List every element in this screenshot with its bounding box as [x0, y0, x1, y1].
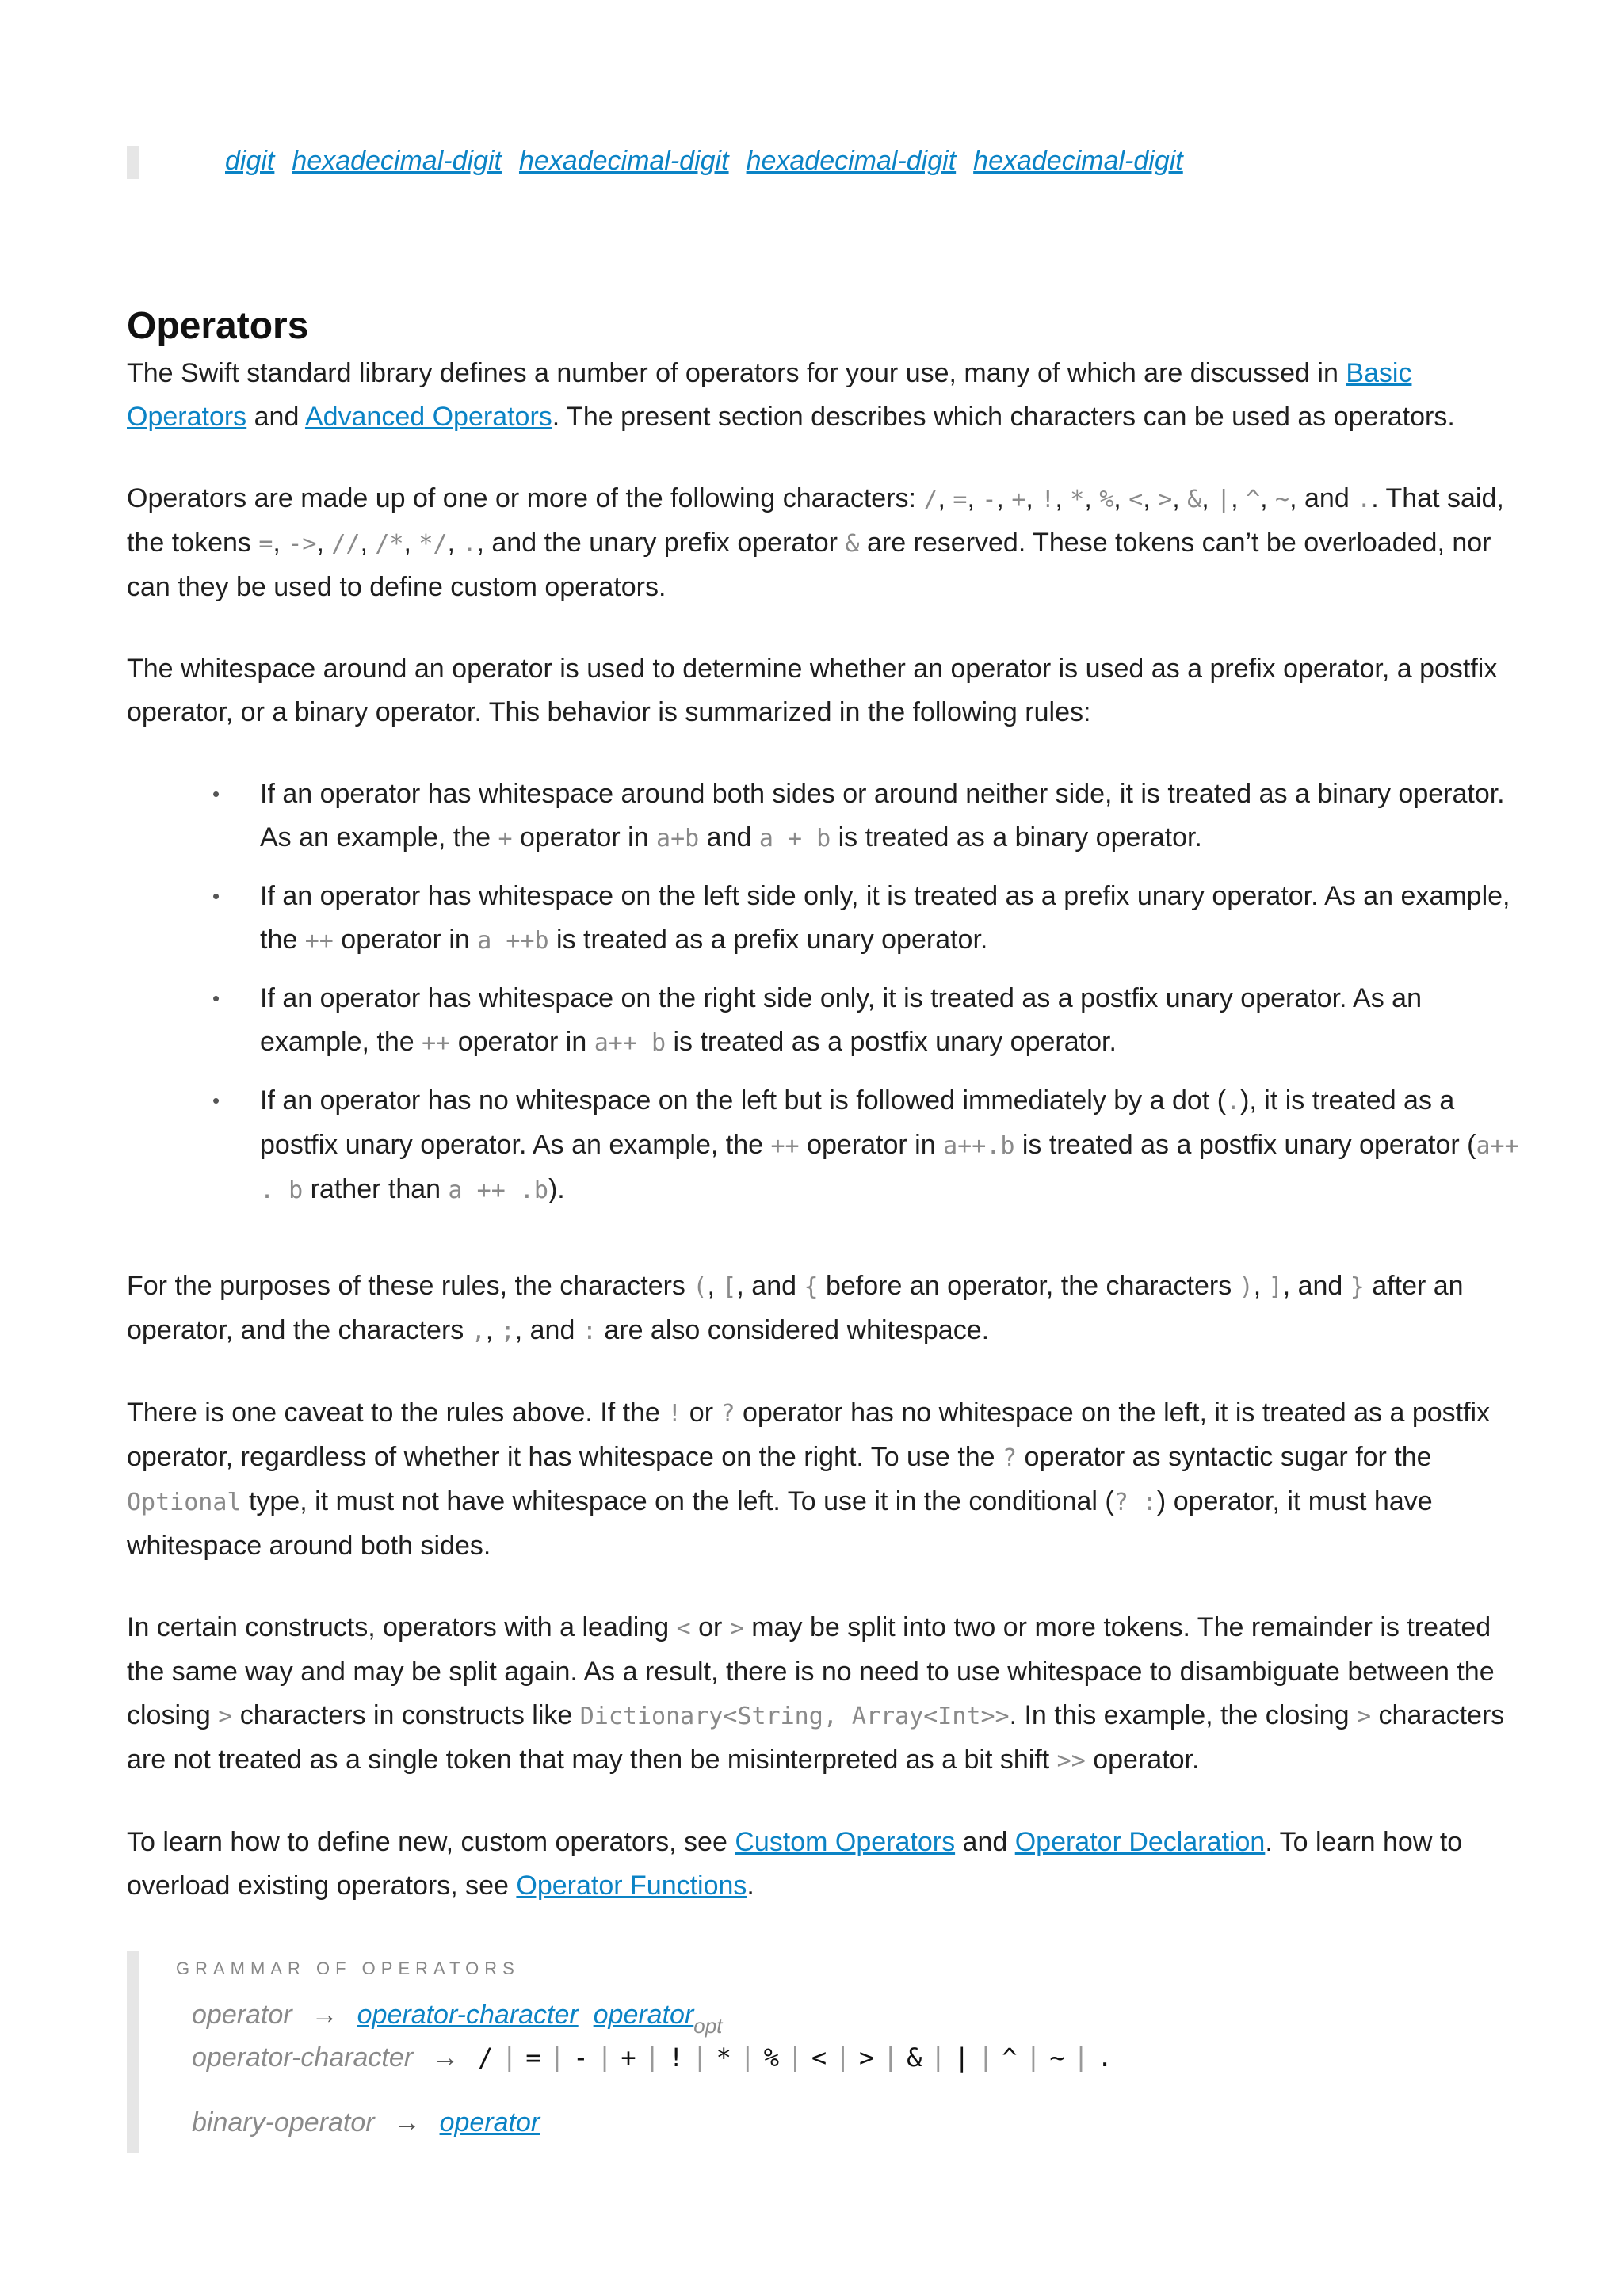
code: ;: [500, 1318, 515, 1345]
link-operator-character[interactable]: operator-character: [357, 2000, 579, 2030]
list-item: • If an operator has whitespace on the left side only, it is treated as a prefix unary operator. As an example, the ++ operator in a ++b is treated as a prefix unary operator.: [212, 875, 1522, 963]
grammar-of-operators: [127, 1951, 1522, 2153]
code: a + b: [758, 825, 831, 852]
code: >: [218, 1703, 233, 1730]
code: Dictionary<String, Array<Int>>: [579, 1703, 1010, 1730]
text: and: [246, 402, 305, 432]
bullet: •: [212, 782, 220, 806]
text: The Swift standard library defines a number of operators for your use, many of which are discussed in: [127, 358, 1346, 388]
operator-character: ~: [1049, 2042, 1065, 2073]
code: >>: [1056, 1747, 1086, 1775]
grammar-separator: |: [506, 2042, 514, 2073]
link-operator-declaration[interactable]: Operator Declaration: [1014, 1827, 1266, 1857]
grammar-fragment-bar: [127, 146, 139, 179]
code: %: [1099, 486, 1114, 513]
text: Operators are made up of one or more of the following characters:: [127, 483, 924, 513]
code: ~: [1275, 486, 1290, 513]
grammar-row-operator: [192, 1997, 723, 2038]
grammar-separator: |: [648, 2042, 656, 2073]
operator-character: =: [525, 2042, 541, 2073]
code: -: [982, 486, 997, 513]
code: >: [1357, 1703, 1372, 1730]
link-operator-functions[interactable]: Operator Functions: [516, 1871, 747, 1901]
code: .: [462, 530, 477, 558]
link-advanced-operators[interactable]: Advanced Operators: [304, 402, 552, 432]
code: a++ . b: [260, 1132, 1519, 1204]
code: ^: [1246, 486, 1261, 513]
operator-character: >: [858, 2042, 875, 2073]
list-item: • If an operator has no whitespace on the left but is followed immediately by a dot (.), it is treated as a postfix unary operator. As an example, the ++ operator in a++.b is treated as a postfix unary operator (a++ . b rather than a ++ .b).: [212, 1079, 1522, 1212]
grammar-lhs: binary-operator: [192, 2107, 375, 2138]
operator-character: &: [907, 2042, 922, 2073]
operator-character: <: [811, 2042, 827, 2073]
code: a ++b: [477, 927, 549, 955]
text: . The present section describes which characters can be used as operators.: [552, 402, 1455, 432]
code: Optional: [127, 1489, 242, 1516]
grammar-separator: |: [696, 2042, 704, 2073]
code: *: [1070, 486, 1085, 513]
grammar-separator: |: [1077, 2042, 1085, 2073]
code: //: [331, 530, 361, 558]
grammar-fragment-items: [225, 143, 1201, 179]
code: +: [1011, 486, 1026, 513]
link-operator[interactable]: operator: [593, 2000, 694, 2030]
code: /*: [375, 530, 404, 558]
link-operator[interactable]: operator: [439, 2107, 540, 2138]
code: =: [258, 530, 273, 558]
link-hexadecimal-digit[interactable]: hexadecimal-digit: [973, 146, 1183, 176]
grammar-row-binary-operator: [192, 2104, 540, 2141]
paragraph-whitespace: The whitespace around an operator is used to determine whether an operator is used as a prefix operator, a postfix operator, or a binary operator. This behavior is summarized in the following rules:: [127, 654, 1498, 727]
grammar-separator: |: [887, 2042, 895, 2073]
code: ,: [471, 1318, 486, 1345]
code: ?: [1002, 1444, 1018, 1472]
operator-character: |: [954, 2042, 970, 2073]
list-item: • If an operator has whitespace around both sides or around neither side, it is treated as a binary operator. As an example, the + operator in a+b and a + b is treated as a binary operator.: [212, 772, 1522, 860]
code: ? :: [1113, 1489, 1157, 1516]
link-digit[interactable]: digit: [225, 146, 275, 176]
bullet: •: [212, 986, 220, 1010]
code: <: [676, 1615, 691, 1642]
operator-character: ^: [1002, 2042, 1018, 2073]
grammar-row-operator-character: [192, 2039, 1113, 2076]
code: >: [729, 1615, 744, 1642]
grammar-bar: [127, 1951, 139, 2153]
code: >: [1158, 486, 1173, 513]
operator-character: *: [716, 2042, 731, 2073]
grammar-lhs: operator-character: [192, 2042, 414, 2073]
grammar-separator: |: [792, 2042, 799, 2073]
code: .: [1357, 486, 1372, 513]
grammar-separator: |: [934, 2042, 942, 2073]
code: ]: [1268, 1273, 1283, 1301]
bullet: •: [212, 884, 220, 908]
code: =: [953, 486, 968, 513]
paragraph-learn-more: To learn how to define new, custom operators, see Custom Operators and Operator Declaration. To learn how to overload existing operators, see Operator Functions.: [127, 1827, 1463, 1901]
rules-list: [127, 772, 1522, 1212]
arrow-icon: →: [432, 2042, 460, 2073]
code: a+b: [656, 825, 700, 852]
operator-character-list: [478, 2042, 1113, 2073]
grammar-separator: |: [982, 2042, 990, 2073]
code: :: [582, 1318, 597, 1345]
code: &: [845, 530, 860, 558]
paragraph-whitespace-characters: For the purposes of these rules, the characters (, [, and { before an operator, the characters ), ], and } after an operator, and the characters ,, ;, and : are also considered whitespace.: [127, 1271, 1464, 1345]
paragraph-intro: [127, 352, 1522, 439]
code: +: [498, 825, 513, 852]
operator-character: +: [621, 2042, 636, 2073]
operator-character: .: [1097, 2042, 1113, 2073]
grammar-separator: |: [601, 2042, 609, 2073]
link-basic-operators[interactable]: Basic Operators: [127, 358, 1412, 432]
code: ++: [304, 927, 334, 955]
paragraph-split-tokens: In certain constructs, operators with a leading < or > may be split into two or more tokens. The remainder is treated the same way and may be split again. As a result, there is no need to use whitespace to disambiguate between the closing > characters in constructs like Dictionary<String, Array<Int>>. In this example, the closing > characters are not treated as a single token that may then be misinterpreted as a bit shift >> operator.: [127, 1612, 1505, 1775]
paragraph-operator-characters: Operators are made up of one or more of the following characters: /, =, -, +, !, *, %, <, >, &, |, ^, ~, and .. That said, the tokens =, ->, //, /*, */, ., and the unary prefix operator & are reserved. These tokens can’t be overloaded, nor can they be used to define custom operators.: [127, 483, 1504, 602]
bullet: •: [212, 1089, 220, 1112]
grammar-separator: |: [1029, 2042, 1037, 2073]
arrow-icon: →: [393, 2107, 421, 2138]
code: |: [1216, 486, 1232, 513]
grammar-title: GRAMMAR OF OPERATORS: [176, 1958, 520, 1978]
operator-character: /: [478, 2042, 494, 2073]
list-item: • If an operator has whitespace on the right side only, it is treated as a postfix unary operator. As an example, the ++ operator in a++ b is treated as a postfix unary operator.: [212, 977, 1522, 1065]
code: &: [1187, 486, 1202, 513]
code: [: [722, 1273, 737, 1301]
link-custom-operators[interactable]: Custom Operators: [735, 1827, 956, 1857]
code: ): [1239, 1273, 1254, 1301]
code: ++: [770, 1132, 800, 1160]
code: */: [418, 530, 448, 558]
code: a ++ .b: [448, 1177, 548, 1204]
code: }: [1350, 1273, 1365, 1301]
grammar-separator: |: [743, 2042, 751, 2073]
opt-marker: opt: [693, 2014, 723, 2038]
link-hexadecimal-digit[interactable]: hexadecimal-digit: [746, 146, 957, 176]
paragraph-caveat: There is one caveat to the rules above. If the ! or ? operator has no whitespace on the left, it is treated as a postfix operator, regardless of whether it has whitespace on the right. To use the ? operator as syntactic sugar for the Optional type, it must not have whitespace on the left. To use it in the conditional (? :) operator, it must have whitespace around both sides.: [127, 1398, 1491, 1561]
operator-character: !: [668, 2042, 684, 2073]
operator-character: -: [573, 2042, 589, 2073]
code: .: [1226, 1088, 1241, 1116]
code: /: [923, 486, 938, 513]
code: !: [1041, 486, 1056, 513]
arrow-icon: →: [311, 2000, 338, 2030]
section-title: Operators: [127, 305, 309, 347]
code: a++.b: [943, 1132, 1015, 1160]
code: <: [1128, 486, 1144, 513]
code: a++ b: [594, 1029, 666, 1057]
link-hexadecimal-digit[interactable]: hexadecimal-digit: [292, 146, 502, 176]
code: ?: [720, 1400, 735, 1428]
code: {: [804, 1273, 819, 1301]
code: (: [693, 1273, 708, 1301]
grammar-lhs: operator: [192, 2000, 292, 2030]
section-operators: [127, 301, 1522, 2153]
code: !: [667, 1400, 682, 1428]
grammar-separator: |: [553, 2042, 561, 2073]
operator-character: %: [763, 2042, 779, 2073]
grammar-separator: |: [839, 2042, 846, 2073]
code: ->: [288, 530, 317, 558]
grammar-fragment: [127, 143, 1316, 181]
link-hexadecimal-digit[interactable]: hexadecimal-digit: [518, 146, 729, 176]
code: ++: [422, 1029, 451, 1057]
